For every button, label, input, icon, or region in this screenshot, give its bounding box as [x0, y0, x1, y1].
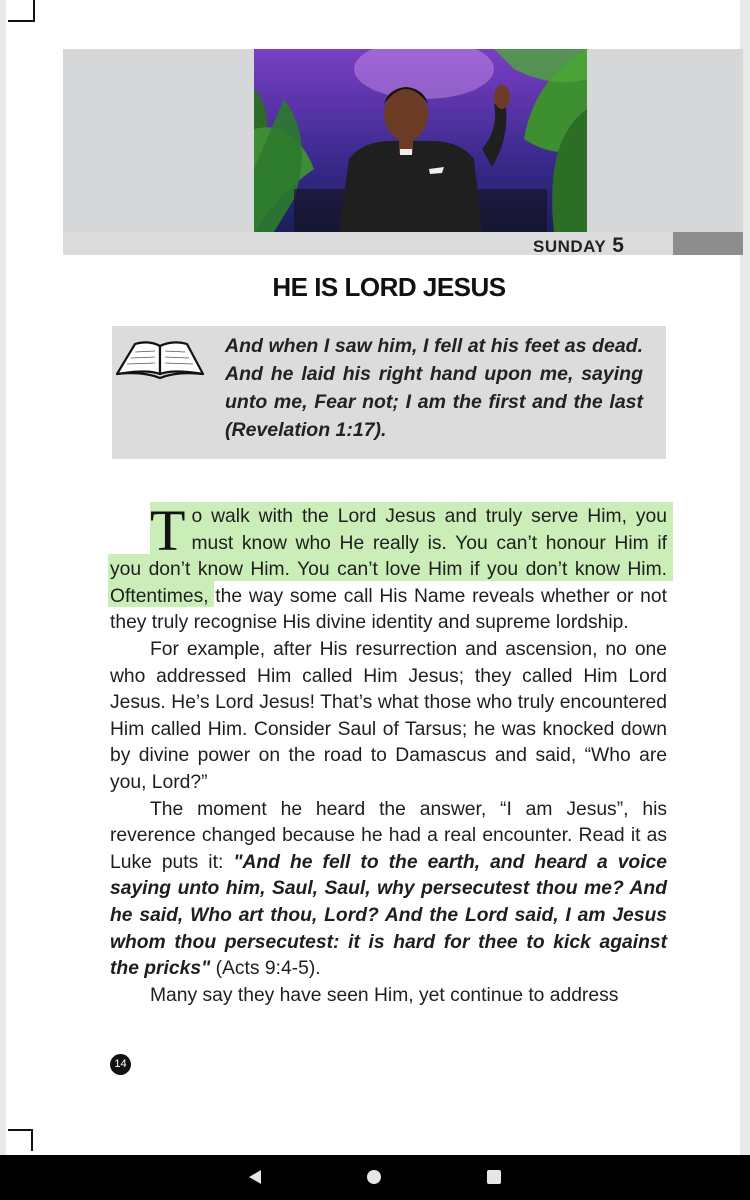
- paragraph-1-text: o walk with the Lord Jesus and truly serve Him, you must know who He really is. You can’t honour Him if you don’t know Him. You can’t love Him if you don’t know Him. Oftentimes, the way some call His Name reveals whether or not they truly recognise His divine identity and supreme lordship.: [110, 506, 667, 634]
- paragraph-3-intro: The moment he heard the answer, “I am Jesus”, his reverence changed because he had a real encounter. Read it as Luke puts it:: [110, 798, 667, 873]
- paragraph-2: For example, after His resurrection and ascension, no one who addressed Him called Him Jesus; they called Him Lord Jesus. He’s Lord Jesus! That’s what those who truly encountered Him called Him. Consider Saul of Tarsus; he was knocked down by divine power on the road to Damascus and said, “Who are you, Lord?”: [110, 638, 667, 793]
- page-number-badge: 14: [110, 1054, 131, 1075]
- page-title: HE IS LORD JESUS: [272, 272, 506, 302]
- system-navigation-bar: [0, 1155, 750, 1200]
- day-band-accent: [673, 232, 743, 255]
- crop-mark-bottom: [31, 1129, 33, 1151]
- crop-mark-top-h: [8, 20, 35, 22]
- verse-text: And when I saw him, I fell at his feet as dead. And he laid his right hand upon me, saying unto me, Fear not; I am the first and the last (Revelation 1:17).: [225, 335, 643, 441]
- crop-mark-top: [33, 0, 35, 22]
- day-number: 5: [612, 234, 624, 257]
- verse-box-accent-bar: [648, 326, 666, 459]
- drop-cap: T: [150, 498, 186, 563]
- scripture-quote: "And he fell to the earth, and heard a voice saying unto him, Saul, Saul, why persecutest thou me? And he said, Who art thou, Lord? And the Lord said, I am Jesus whom thou persecutest: it is hard for thee to kick against the pricks": [110, 851, 667, 980]
- header-photo: [254, 49, 587, 232]
- day-label: [533, 232, 624, 255]
- crop-mark-bottom-h: [8, 1129, 33, 1131]
- paragraph-3: [110, 797, 667, 983]
- day-band: [63, 232, 743, 255]
- open-book-icon: [113, 338, 208, 380]
- day-word: SUNDAY: [533, 237, 607, 256]
- paragraph-4: Many say they have seen Him, yet continue to address: [150, 984, 619, 1006]
- triangle-back-icon[interactable]: [248, 1169, 262, 1185]
- scripture-reference: (Acts 9:4-5).: [210, 958, 321, 980]
- circle-home-icon[interactable]: [367, 1170, 381, 1184]
- paragraph-1: [110, 498, 667, 637]
- body-text: [110, 498, 667, 1009]
- square-recents-icon[interactable]: [487, 1170, 501, 1184]
